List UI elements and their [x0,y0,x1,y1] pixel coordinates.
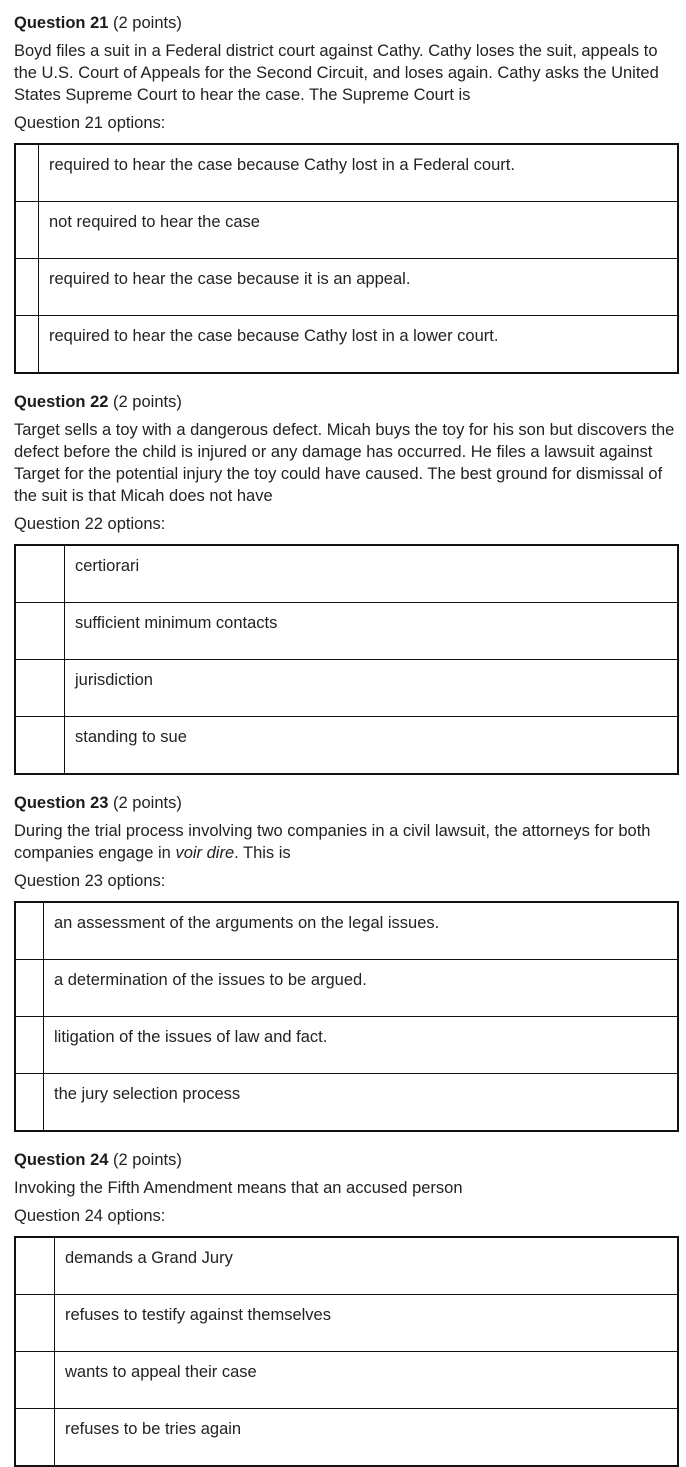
question-text [14,820,678,864]
question-header [14,391,678,413]
option-text[interactable]: an assessment of the arguments on the legal issues. [44,902,679,960]
question-24 [14,1149,678,1467]
question-header [14,1149,678,1171]
question-header [14,12,678,34]
question-number: Question 22 [14,393,109,411]
option-row[interactable] [15,960,678,1017]
option-row[interactable] [15,259,678,316]
option-text[interactable]: refuses to be tries again [55,1409,679,1467]
question-text-end: . This is [234,844,291,862]
question-22 [14,391,678,775]
option-row[interactable] [15,902,678,960]
option-select-cell[interactable] [15,603,65,660]
question-21 [14,12,678,374]
options-label: Question 22 options: [14,515,166,533]
option-text[interactable]: a determination of the issues to be argued. [44,960,679,1017]
option-select-cell[interactable] [15,545,65,603]
option-row[interactable] [15,144,678,202]
question-text: Target sells a toy with a dangerous defect. Micah buys the toy for his son but discovers the defect before the child is injured or any damage has occurred. He files a lawsuit against Target for the potential injury the toy could have caused. The best ground for dismissal of the suit is that Micah does not have [14,421,675,505]
option-select-cell[interactable] [15,902,44,960]
option-row[interactable] [15,545,678,603]
question-spacer [14,1132,678,1149]
option-text[interactable]: the jury selection process [44,1074,679,1132]
question-number: Question 24 [14,1151,109,1169]
option-row[interactable] [15,1017,678,1074]
option-row[interactable] [15,1074,678,1132]
option-text[interactable]: sufficient minimum contacts [65,603,679,660]
question-text-start: During the trial process involving two companies in a civil lawsuit, the attorneys for both companies engage in [14,822,651,862]
option-text[interactable]: required to hear the case because it is an appeal. [39,259,679,316]
option-select-cell[interactable] [15,202,39,259]
options-label: Question 24 options: [14,1207,166,1225]
option-row[interactable] [15,1409,678,1467]
option-row[interactable] [15,316,678,374]
option-row[interactable] [15,1295,678,1352]
option-select-cell[interactable] [15,960,44,1017]
option-select-cell[interactable] [15,259,39,316]
option-select-cell[interactable] [15,1017,44,1074]
question-number: Question 21 [14,14,109,32]
question-points: (2 points) [113,14,182,32]
question-text: Boyd files a suit in a Federal district court against Cathy. Cathy loses the suit, appeals to the U.S. Court of Appeals for the Second Circuit, and loses again. Cathy asks the United States Supreme Court to hear the case. The Supreme Court is [14,42,659,104]
option-row[interactable] [15,202,678,259]
question-points: (2 points) [113,794,182,812]
option-select-cell[interactable] [15,1295,55,1352]
option-text[interactable]: jurisdiction [65,660,679,717]
question-points: (2 points) [113,1151,182,1169]
options-table [14,901,679,1132]
option-row[interactable] [15,603,678,660]
options-label: Question 21 options: [14,114,166,132]
option-select-cell[interactable] [15,717,65,775]
option-select-cell[interactable] [15,1352,55,1409]
option-row[interactable] [15,1352,678,1409]
options-label: Question 23 options: [14,872,166,890]
option-text[interactable]: wants to appeal their case [55,1352,679,1409]
option-select-cell[interactable] [15,316,39,374]
options-table [14,544,679,775]
option-select-cell[interactable] [15,1409,55,1467]
options-table [14,1236,679,1467]
question-spacer [14,775,678,792]
question-number: Question 23 [14,794,109,812]
option-text[interactable]: required to hear the case because Cathy lost in a Federal court. [39,144,679,202]
option-text[interactable]: litigation of the issues of law and fact. [44,1017,679,1074]
option-select-cell[interactable] [15,1074,44,1132]
question-header [14,792,678,814]
option-select-cell[interactable] [15,1237,55,1295]
option-text[interactable]: required to hear the case because Cathy lost in a lower court. [39,316,679,374]
question-text: Invoking the Fifth Amendment means that an accused person [14,1179,463,1197]
option-row[interactable] [15,660,678,717]
question-points: (2 points) [113,393,182,411]
option-row[interactable] [15,717,678,775]
question-spacer [14,374,678,391]
option-text[interactable]: demands a Grand Jury [55,1237,679,1295]
option-select-cell[interactable] [15,144,39,202]
option-text[interactable]: not required to hear the case [39,202,679,259]
option-text[interactable]: standing to sue [65,717,679,775]
option-text[interactable]: refuses to testify against themselves [55,1295,679,1352]
option-select-cell[interactable] [15,660,65,717]
question-23 [14,792,678,1132]
option-text[interactable]: certiorari [65,545,679,603]
option-row[interactable] [15,1237,678,1295]
options-table [14,143,679,374]
question-text-term: voir dire [175,844,235,862]
